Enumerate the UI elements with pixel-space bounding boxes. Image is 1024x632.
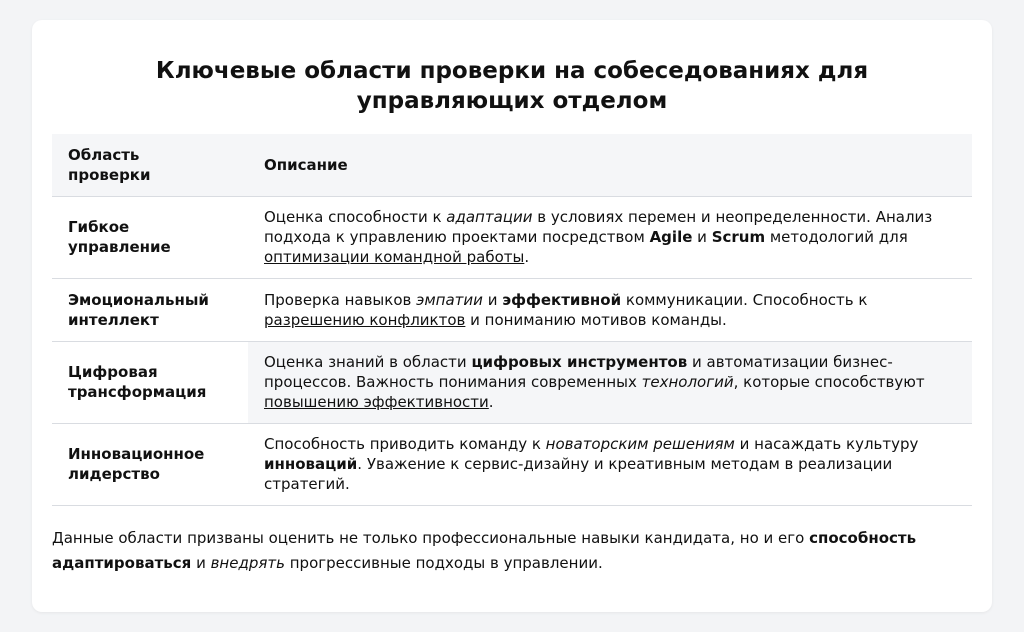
underlined-text: разрешению конфликтов xyxy=(264,310,466,329)
text-run: . xyxy=(524,248,530,266)
text-run: и автоматизации бизнес-процессов. Важность понимания современных xyxy=(264,353,893,391)
text-run: и xyxy=(692,228,712,246)
area-cell xyxy=(52,278,248,341)
area-line-2: лидерство xyxy=(68,465,160,483)
text-run: Данные области призваны оценить не только профессиональные навыки кандидата, но и его xyxy=(52,529,810,547)
table-row xyxy=(52,341,972,423)
bold-text: способность адаптироваться xyxy=(52,529,917,572)
text-run: . xyxy=(488,393,494,411)
table-row xyxy=(52,196,972,278)
header-area-line-1: Область xyxy=(68,145,140,164)
bold-text: Agile xyxy=(649,228,693,246)
italic-text: технологий xyxy=(641,373,734,391)
area-line-2: трансформация xyxy=(68,383,207,401)
title-line-1: Ключевые области проверки на собеседованиях для xyxy=(155,58,869,84)
text-run: . Уважение к сервис-дизайну и креативным методам в реализации стратегий. xyxy=(264,455,893,493)
text-run: Способность приводить команду к xyxy=(264,435,546,453)
bold-text: инноваций xyxy=(264,455,358,473)
text-run: и xyxy=(191,554,211,572)
title-line-2: управляющих отделом xyxy=(356,88,668,114)
text-run: Оценка способности к xyxy=(264,208,447,226)
table-row xyxy=(52,278,972,341)
content-card xyxy=(32,20,992,612)
header-area-line-2: проверки xyxy=(68,165,151,184)
header-description: Описание xyxy=(264,155,348,174)
text-run: коммуникации. Способность к xyxy=(621,290,868,309)
area-line-2: управление xyxy=(68,238,171,256)
text-run: и пониманию мотивов команды. xyxy=(465,310,727,329)
area-line-1: Цифровая xyxy=(68,363,158,381)
underlined-text: повышению эффективности xyxy=(264,393,489,411)
area-cell xyxy=(52,341,248,423)
summary-paragraph xyxy=(52,526,972,576)
italic-text: адаптации xyxy=(446,208,533,226)
page-title xyxy=(32,56,992,116)
description-cell xyxy=(248,278,972,341)
area-cell xyxy=(52,196,248,278)
table-header-row xyxy=(52,134,972,196)
italic-text: новаторским решениям xyxy=(545,435,735,453)
text-run: , которые способствуют xyxy=(733,373,925,391)
area-line-2: интеллект xyxy=(68,310,159,329)
area-cell xyxy=(52,423,248,505)
underlined-text: оптимизации командной работы xyxy=(264,248,525,266)
text-run: в условиях перемен и неопределенности. Анализ подхода к управлению проектами посредством xyxy=(264,208,933,246)
area-line-1: Гибкое xyxy=(68,218,130,236)
description-cell xyxy=(248,423,972,505)
header-area xyxy=(52,134,248,196)
bold-text: эффективной xyxy=(502,290,622,309)
description-cell xyxy=(248,341,972,423)
area-line-1: Эмоциональный xyxy=(68,290,209,309)
italic-text: эмпатии xyxy=(416,290,483,309)
description-cell xyxy=(248,196,972,278)
text-run: Оценка знаний в области xyxy=(264,353,472,371)
text-run: и xyxy=(482,290,503,309)
text-run: методологий для xyxy=(765,228,908,246)
areas-table xyxy=(52,134,972,506)
italic-text: внедрять xyxy=(210,554,285,572)
text-run: Проверка навыков xyxy=(264,290,417,309)
bold-text: Scrum xyxy=(711,228,766,246)
area-line-1: Инновационное xyxy=(68,445,205,463)
text-run: прогрессивные подходы в управлении. xyxy=(284,554,603,572)
bold-text: цифровых инструментов xyxy=(471,353,688,371)
text-run: и насаждать культуру xyxy=(734,435,919,453)
table-row xyxy=(52,423,972,505)
